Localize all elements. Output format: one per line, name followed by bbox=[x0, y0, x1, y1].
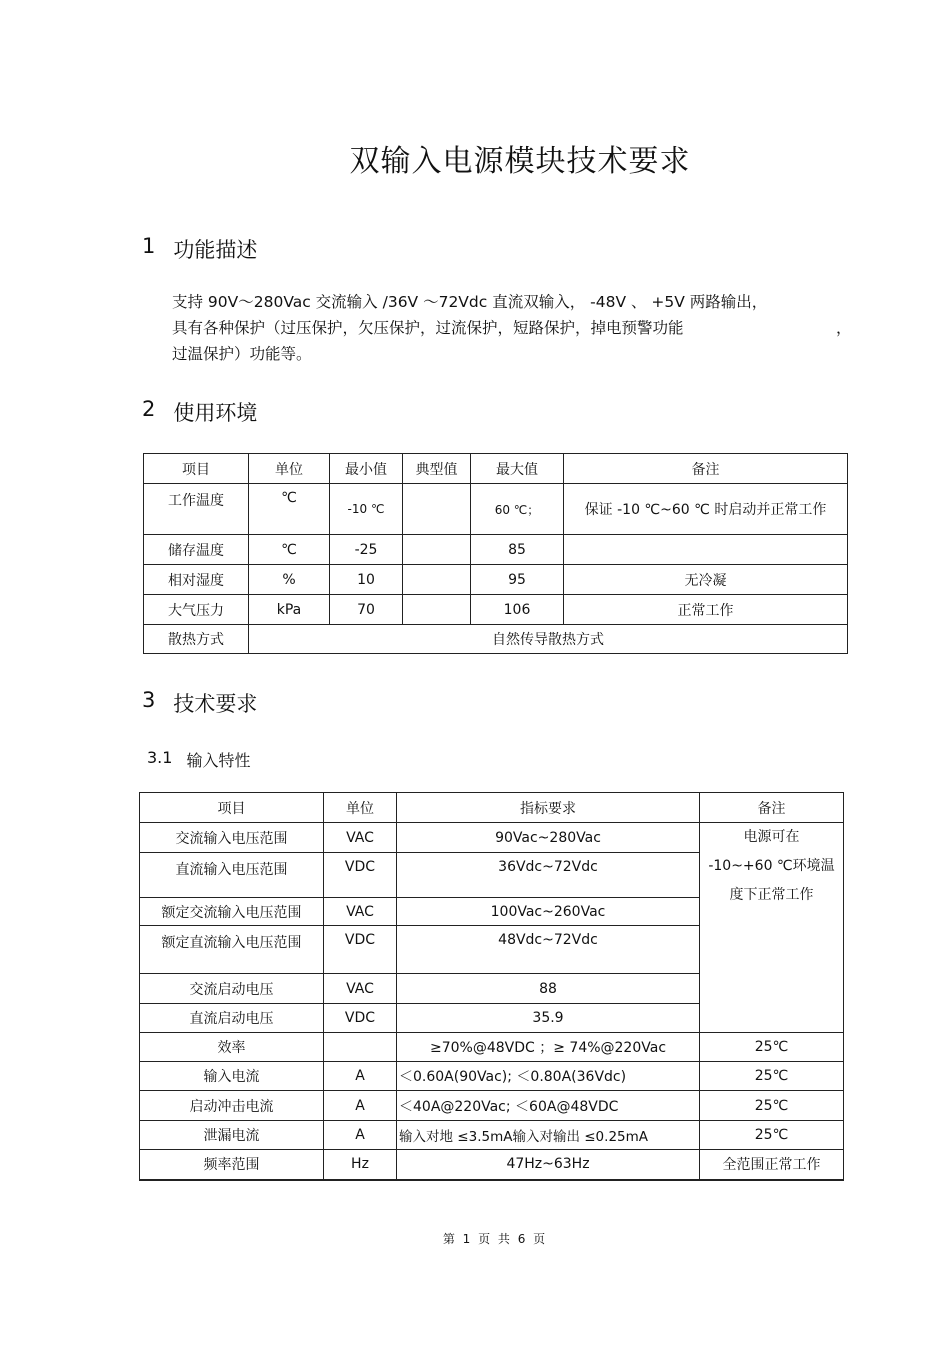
table-cell: 35.9 bbox=[397, 1004, 700, 1033]
table-cell: 正常工作 bbox=[564, 595, 848, 625]
table-cell: ℃ bbox=[249, 535, 330, 565]
table-cell: A bbox=[324, 1062, 397, 1091]
table-cell: A bbox=[324, 1091, 397, 1121]
table-cell: % bbox=[249, 565, 330, 595]
table-header-row bbox=[140, 793, 844, 823]
paragraph-line: 过温保护）功能等。 bbox=[172, 345, 312, 363]
environment-table bbox=[143, 453, 848, 654]
table-cell: 启动冲击电流 bbox=[140, 1091, 324, 1121]
table-cell: 无冷凝 bbox=[564, 565, 848, 595]
note-line: -10~+60 ℃环境温 bbox=[708, 858, 835, 874]
section-title: 使用环境 bbox=[173, 401, 258, 425]
table-cell: 保证 -10 ℃~60 ℃ 时启动并正常工作 bbox=[564, 484, 848, 535]
document-title: 双输入电源模块技术要求 bbox=[349, 144, 691, 179]
section-number: 2 bbox=[142, 397, 156, 421]
table-cell: VAC bbox=[324, 823, 397, 853]
header-cell: 单位 bbox=[324, 793, 397, 823]
table-cell: 48Vdc~72Vdc bbox=[397, 926, 700, 974]
table-cell: 额定交流输入电压范围 bbox=[140, 898, 324, 926]
header-cell: 最小值 bbox=[330, 454, 403, 484]
section-3-heading bbox=[142, 688, 257, 718]
table-cell: 交流启动电压 bbox=[140, 974, 324, 1004]
table-cell: 额定直流输入电压范围 bbox=[140, 926, 324, 974]
paragraph-comma: ， bbox=[836, 319, 852, 337]
header-cell: 单位 bbox=[249, 454, 330, 484]
table-row bbox=[144, 625, 848, 654]
merged-note-cell bbox=[700, 823, 844, 1033]
table-cell: 直流启动电压 bbox=[140, 1004, 324, 1033]
section-2-heading bbox=[142, 397, 257, 427]
header-cell: 最大值 bbox=[471, 454, 564, 484]
table-row bbox=[144, 535, 848, 565]
table-cell: 频率范围 bbox=[140, 1150, 324, 1180]
table-row bbox=[144, 595, 848, 625]
table-cell: 25℃ bbox=[700, 1062, 844, 1091]
table-cell: VDC bbox=[324, 853, 397, 898]
table-cell bbox=[324, 1033, 397, 1062]
table-cell: 自然传导散热方式 bbox=[249, 625, 848, 654]
header-cell: 典型值 bbox=[403, 454, 471, 484]
paragraph-line: 具有各种保护（过压保护，欠压保护，过流保护，短路保护，掉电预警功能 bbox=[172, 319, 684, 337]
table-cell: 36Vdc~72Vdc bbox=[397, 853, 700, 898]
table-cell: 88 bbox=[397, 974, 700, 1004]
table-cell bbox=[403, 484, 471, 535]
table-cell: 全范围正常工作 bbox=[700, 1150, 844, 1180]
section-number: 3 bbox=[142, 688, 156, 712]
table-cell: 效率 bbox=[140, 1033, 324, 1062]
section-number: 1 bbox=[142, 234, 156, 258]
table-row bbox=[144, 484, 848, 535]
table-row bbox=[140, 1033, 844, 1062]
header-cell: 备注 bbox=[700, 793, 844, 823]
table-cell: 散热方式 bbox=[144, 625, 249, 654]
section-number: 3.1 bbox=[147, 748, 173, 767]
table-cell: 储存温度 bbox=[144, 535, 249, 565]
table-cell: 70 bbox=[330, 595, 403, 625]
table-cell: 47Hz~63Hz bbox=[397, 1150, 700, 1180]
table-cell bbox=[403, 595, 471, 625]
table-cell: 输入对地 ≤3.5mA输入对输出 ≤0.25mA bbox=[397, 1121, 700, 1150]
table-cell: 交流输入电压范围 bbox=[140, 823, 324, 853]
table-cell: 90Vac~280Vac bbox=[397, 823, 700, 853]
table-cell: Hz bbox=[324, 1150, 397, 1180]
section-1-heading bbox=[142, 234, 257, 264]
table-cell bbox=[564, 535, 848, 565]
table-cell: kPa bbox=[249, 595, 330, 625]
section-3-1-heading bbox=[147, 748, 250, 771]
table-cell: VAC bbox=[324, 898, 397, 926]
header-cell: 指标要求 bbox=[397, 793, 700, 823]
table-cell: 100Vac~260Vac bbox=[397, 898, 700, 926]
table-cell: 60 ℃； bbox=[471, 484, 564, 535]
table-row bbox=[140, 1121, 844, 1150]
page-footer: 第 1 页 共 6 页 bbox=[442, 1232, 548, 1246]
table-cell: A bbox=[324, 1121, 397, 1150]
header-cell: 项目 bbox=[140, 793, 324, 823]
table-cell: ℃ bbox=[249, 484, 330, 535]
header-cell: 项目 bbox=[144, 454, 249, 484]
table-row bbox=[144, 565, 848, 595]
table-cell: 直流输入电压范围 bbox=[140, 853, 324, 898]
table-cell: ＜0.60A(90Vac); ＜0.80A(36Vdc) bbox=[397, 1062, 700, 1091]
table-cell: 泄漏电流 bbox=[140, 1121, 324, 1150]
table-row bbox=[140, 1091, 844, 1121]
table-cell: -10 ℃ bbox=[330, 484, 403, 535]
table-cell: 25℃ bbox=[700, 1121, 844, 1150]
table-cell: 10 bbox=[330, 565, 403, 595]
table-row bbox=[140, 1062, 844, 1091]
table-cell: VAC bbox=[324, 974, 397, 1004]
table-cell: -25 bbox=[330, 535, 403, 565]
function-description bbox=[172, 289, 852, 367]
table-cell: 大气压力 bbox=[144, 595, 249, 625]
table-cell: VDC bbox=[324, 1004, 397, 1033]
paragraph-line: 支持 90V～280Vac 交流输入 /36V ～72Vdc 直流双输入， -48V 、 +5V 两路输出， bbox=[172, 293, 768, 311]
table-cell: 25℃ bbox=[700, 1033, 844, 1062]
section-title: 技术要求 bbox=[173, 692, 258, 716]
table-cell: 85 bbox=[471, 535, 564, 565]
table-cell: ＜40A@220Vac; ＜60A@48VDC bbox=[397, 1091, 700, 1121]
table-cell: 25℃ bbox=[700, 1091, 844, 1121]
table-row bbox=[140, 1150, 844, 1180]
table-cell bbox=[403, 535, 471, 565]
section-title: 输入特性 bbox=[186, 751, 251, 770]
note-line: 度下正常工作 bbox=[729, 887, 814, 903]
table-header-row bbox=[144, 454, 848, 484]
note-line: 电源可在 bbox=[743, 829, 800, 845]
input-characteristics-table bbox=[139, 792, 844, 1181]
table-cell: ≥70%@48VDC ；≥ 74%@220Vac bbox=[397, 1033, 700, 1062]
section-title: 功能描述 bbox=[173, 238, 258, 262]
table-cell: 工作温度 bbox=[144, 484, 249, 535]
table-cell bbox=[403, 565, 471, 595]
table-cell: 106 bbox=[471, 595, 564, 625]
header-cell: 备注 bbox=[564, 454, 848, 484]
table-row bbox=[140, 823, 844, 853]
table-cell: 95 bbox=[471, 565, 564, 595]
table-cell: 输入电流 bbox=[140, 1062, 324, 1091]
table-cell: 相对湿度 bbox=[144, 565, 249, 595]
table-cell: VDC bbox=[324, 926, 397, 974]
